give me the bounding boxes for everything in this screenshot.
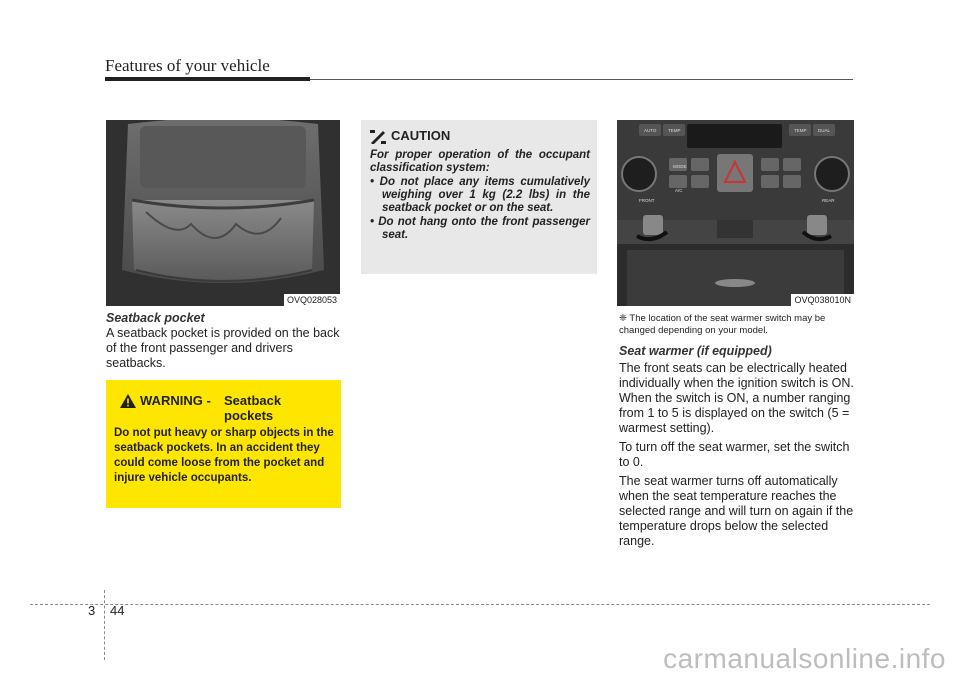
warning-box <box>106 380 341 508</box>
warning-triangle-icon <box>120 394 136 408</box>
seat-warmer-text <box>619 361 855 553</box>
header-rule-accent <box>105 77 310 81</box>
seatback-pocket-heading: Seatback pocket <box>106 311 205 325</box>
caution-bullet: • Do not place any items cumulatively weighing over 1 kg (2.2 lbs) in the seatback pocket or on the seat. <box>370 176 590 214</box>
caution-bullet: • Do not hang onto the front passenger seat. <box>370 216 590 241</box>
panel-button-label: DUAL <box>818 128 831 133</box>
caution-box <box>361 120 597 274</box>
seat-warmer-paragraph: The seat warmer turns off automatically when the seat temperature reaches the selected range and will turn on again if the temperature drops below the selected range. <box>619 474 854 548</box>
chapter-number: 3 <box>88 603 96 618</box>
warning-text: Do not put heavy or sharp objects in the seatback pockets. In an accident they could come loose from the pocket and injure vehicle occupants. <box>114 427 334 484</box>
seat-warmer-note: ❈ The location of the seat warmer switch may be changed depending on your model. <box>619 313 826 336</box>
control-panel-illustration <box>617 120 854 306</box>
panel-button-label: A/C <box>675 188 683 193</box>
image-code-label: OVQ038010N <box>791 294 854 306</box>
seat-warmer-paragraph: The front seats can be electrically heated individually when the ignition switch is ON. When the switch is ON, a number ranging from 1 to 5 is displayed on the switch (5 = warmest setting). <box>619 361 854 435</box>
warning-label: WARNING - <box>140 393 211 408</box>
seatback-pocket-text: A seatback pocket is provided on the back of the front passenger and drivers seatbacks. <box>106 326 340 370</box>
seat-warmer-paragraph: To turn off the seat warmer, set the switch to 0. <box>619 440 850 469</box>
footer-divider <box>104 590 105 660</box>
caution-title: CAUTION <box>391 128 451 143</box>
panel-button-label: MODE <box>673 164 687 169</box>
warning-title: Seatback pockets <box>224 393 282 423</box>
image-code-label: OVQ028053 <box>284 294 340 306</box>
section-title: Features of your vehicle <box>105 56 270 75</box>
caution-intro: For proper operation of the occupant classification system: <box>370 149 590 174</box>
page-number: 44 <box>110 603 125 618</box>
footer-rule <box>30 604 930 605</box>
caution-text <box>370 149 590 242</box>
watermark: carmanualsonline.info <box>663 643 946 674</box>
caution-pencil-icon <box>370 130 386 144</box>
seatback-illustration <box>106 120 340 306</box>
panel-button-label: AUTO <box>644 128 657 133</box>
panel-button-label: REAR <box>822 198 835 203</box>
seat-warmer-switch-photo <box>617 120 854 306</box>
seat-warmer-heading: Seat warmer (if equipped) <box>619 344 772 358</box>
seatback-pocket-photo <box>106 120 340 306</box>
panel-button-label: TEMP <box>668 128 681 133</box>
panel-button-label: TEMP <box>794 128 807 133</box>
panel-button-label: FRONT <box>639 198 655 203</box>
